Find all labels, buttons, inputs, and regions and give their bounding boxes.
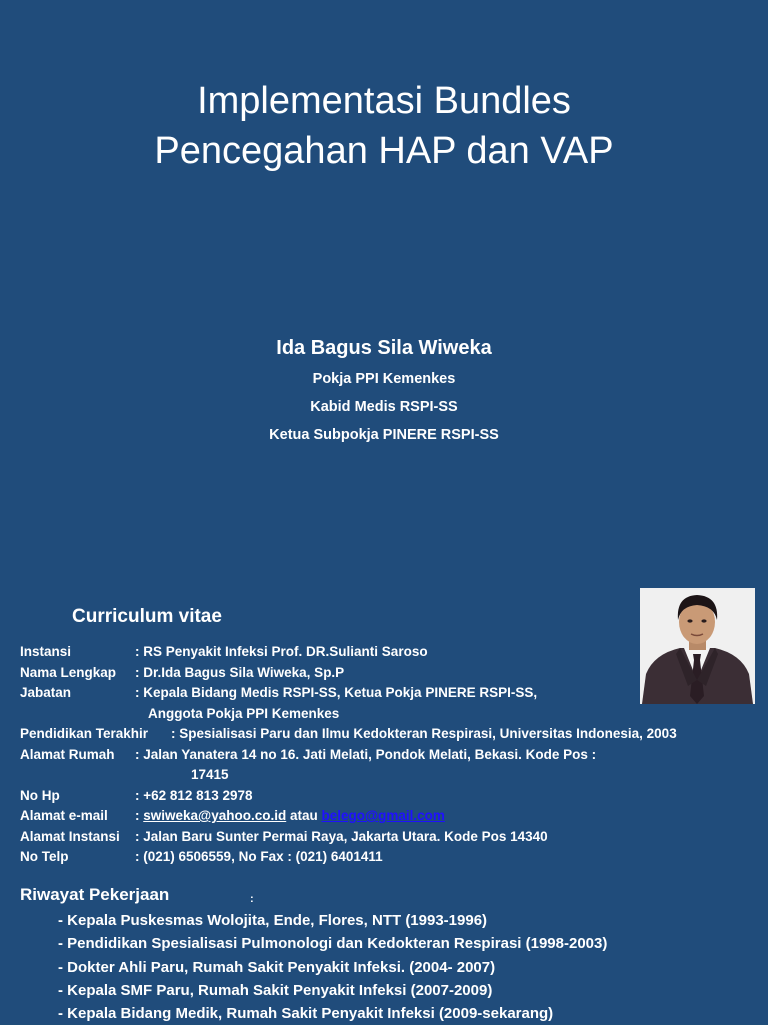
cv-row-email [20,806,445,827]
cv-list [20,642,677,868]
list-item: - Dokter Ahli Paru, Rumah Sakit Penyakit Infeksi. (2004- 2007) [58,958,496,976]
slide-title [0,76,768,176]
cv-value: : +62 812 813 2978 [135,787,253,803]
cv-value: : Spesialisasi Paru dan Ilmu Kedokteran Respirasi, Universitas Indonesia, 2003 [171,726,677,741]
cv-value-continued: Anggota Pokja PPI Kemenkes [148,705,340,721]
cv-row [20,745,597,766]
cv-value: : Jalan Yanatera 14 no 16. Jati Melati, Pondok Melati, Bekasi. Kode Pos : [135,746,597,762]
cv-value: : Dr.Ida Bagus Sila Wiweka, Sp.P [135,664,345,680]
work-history-colon: : [250,893,254,905]
cv-row [20,724,677,745]
cv-label [20,704,24,725]
cv-label: Pendidikan Terakhir [20,726,149,741]
cv-row [20,683,538,704]
cv-label: Alamat Instansi [20,828,120,844]
email-link-secondary[interactable]: belego@gmail.com [321,808,445,823]
cv-row [20,704,340,725]
cv-value: : RS Penyakit Infeksi Prof. DR.Sulianti Saroso [135,644,428,659]
cv-label: Alamat e-mail [20,808,108,823]
cv-value: : (021) 6506559, No Fax : (021) 6401411 [135,849,383,864]
cv-row [20,663,345,684]
cv-row [20,642,428,663]
cv-label: Instansi [20,644,72,659]
cv-value: : Jalan Baru Sunter Permai Raya, Jakarta Utara. Kode Pos 14340 [135,828,548,844]
presenter-block [0,334,768,449]
cv-row [20,827,548,848]
cv-heading: Curriculum vitae [72,606,222,627]
list-item: - Pendidikan Spesialisasi Pulmonologi dan Kedokteran Respirasi (1998-2003) [58,935,608,953]
cv-label: No Telp [20,849,69,864]
cv-row [20,765,229,786]
cv-row [20,786,253,807]
email-link-primary[interactable]: swiweka@yahoo.co.id [143,808,287,823]
presenter-name: Ida Bagus Sila Wiweka [276,337,492,359]
cv-value: : Kepala Bidang Medis RSPI-SS, Ketua Pokja PINERE RSPI-SS, [135,685,538,700]
list-item: - Kepala SMF Paru, Rumah Sakit Penyakit Infeksi (2007-2009) [58,981,493,999]
cv-value [135,806,445,827]
cv-label: Alamat Rumah [20,746,115,762]
list-item: - Kepala Puskesmas Wolojita, Ende, Flores, NTT (1993-1996) [58,912,488,929]
cv-label: Jabatan [20,685,72,700]
cv-value-continued: 17415 [191,767,229,782]
email-prefix: : [135,808,144,823]
work-history-list [58,909,607,1025]
list-item: - Kepala Bidang Medik, Rumah Sakit Penyakit Infeksi (2009-sekarang) [58,1005,554,1023]
presenter-photo [640,588,755,704]
presenter-role: Ketua Subpokja PINERE RSPI-SS [269,427,499,443]
presenter-role: Pokja PPI Kemenkes [312,371,456,387]
email-joiner: atau [286,808,322,823]
cv-label: Nama Lengkap [20,664,117,680]
portrait-image [640,588,755,704]
cv-label: No Hp [20,787,60,803]
presenter-role: Kabid Medis RSPI-SS [310,399,458,415]
cv-label [20,765,24,786]
work-history-heading: Riwayat Pekerjaan [20,885,170,904]
title-line-1: Implementasi Bundles [197,80,571,122]
title-line-2: Pencegahan HAP dan VAP [154,130,614,172]
cv-row [20,847,383,868]
